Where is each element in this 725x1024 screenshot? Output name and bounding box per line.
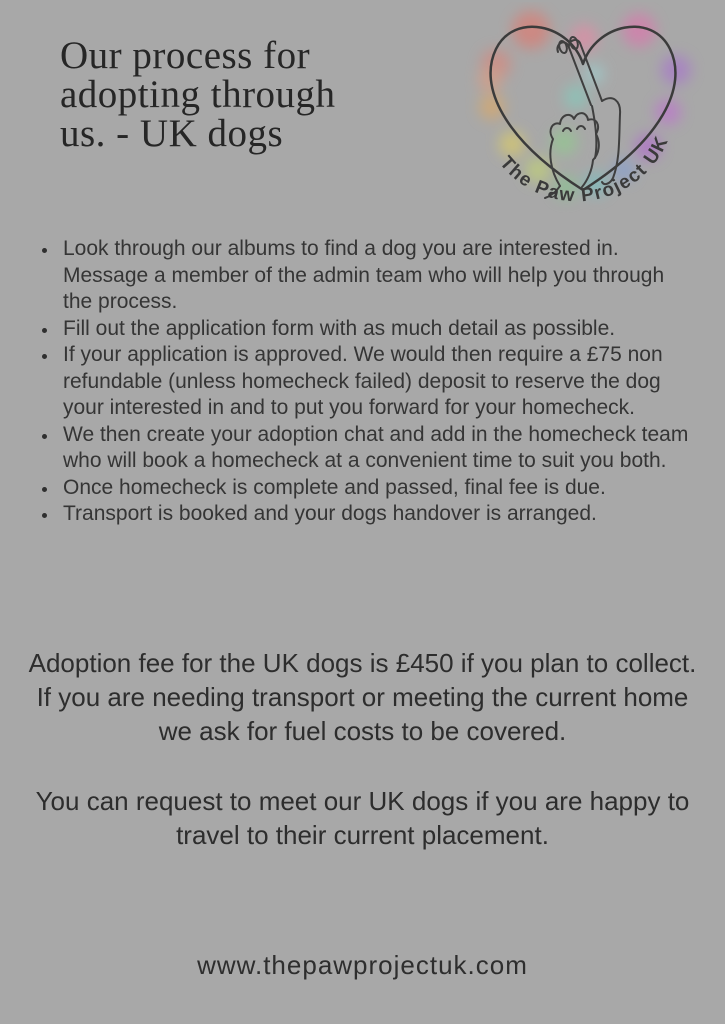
title-line-2: adopting through bbox=[60, 73, 336, 116]
page-title bbox=[60, 36, 336, 153]
process-step: • We then create your adoption chat and add in the homecheck team who will book a homecheck at a convenient time to suit you both. bbox=[59, 422, 690, 475]
adoption-process-list bbox=[38, 236, 690, 528]
title-line-1: Our process for bbox=[60, 34, 311, 77]
paw-project-logo bbox=[456, 2, 712, 217]
logo-curved-text: The Paw Project UK bbox=[495, 132, 674, 207]
process-step: • Fill out the application form with as much detail as possible. bbox=[59, 316, 690, 343]
process-step: • If your application is approved. We would then require a £75 non refundable (unless homecheck failed) deposit to reserve the dog your interested in and to put you forward for your homecheck. bbox=[59, 342, 690, 422]
process-step: • Look through our albums to find a dog you are interested in. Message a member of the admin team who will help you through the process. bbox=[59, 236, 690, 316]
heart-paw-logo-graphic bbox=[456, 2, 712, 217]
process-step: • Once homecheck is complete and passed, final fee is due. bbox=[59, 475, 690, 502]
process-step: • Transport is booked and your dogs handover is arranged. bbox=[59, 501, 690, 528]
website-url: www.thepawprojectuk.com bbox=[197, 950, 528, 980]
meet-dogs-paragraph: You can request to meet our UK dogs if you are happy to travel to their current placement. bbox=[35, 786, 690, 850]
title-line-3: us. - UK dogs bbox=[60, 112, 284, 155]
adoption-fee-paragraph: Adoption fee for the UK dogs is £450 if you plan to collect. If you are needing transport or meeting the current home we ask for fuel costs to be covered. bbox=[28, 648, 697, 746]
